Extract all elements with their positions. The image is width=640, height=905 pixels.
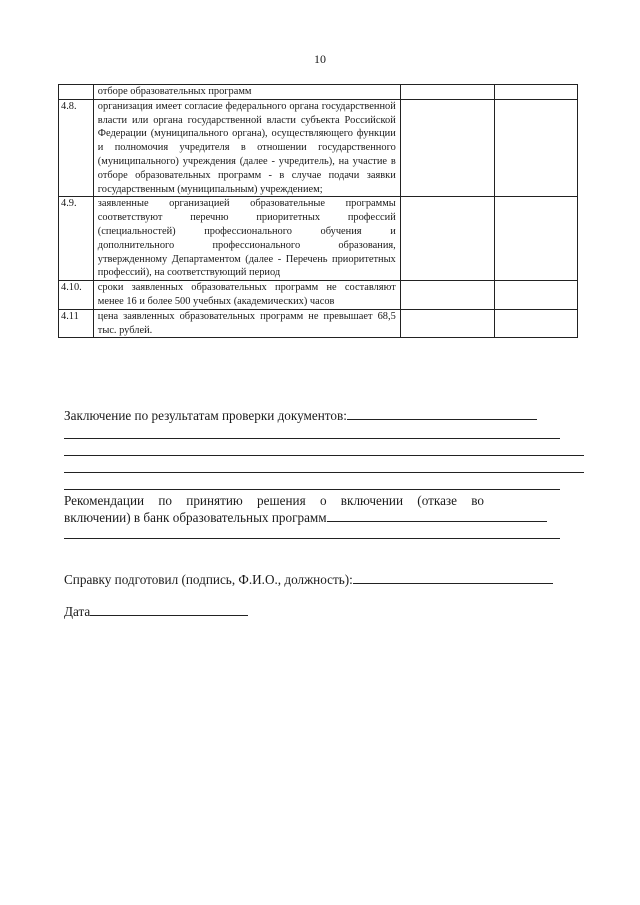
row-text	[93, 309, 400, 338]
date-label: Дата	[64, 604, 91, 619]
blank-line	[64, 538, 560, 539]
note-cell	[494, 197, 577, 281]
page-number: 10	[314, 52, 326, 66]
table-row	[59, 197, 578, 281]
row-text-content: сроки заявленных образовательных программ не составляют менее 16 и более 500 учебных (академических) часов	[97, 282, 396, 307]
row-text: отборе образовательных программ	[93, 85, 400, 100]
row-text	[93, 281, 400, 310]
check-cell	[400, 309, 494, 338]
row-number: 4.11	[59, 309, 94, 338]
row-text-content: заявленные организацией образовательные программы соответствуют перечню приоритетных профессий (специальностей) профессионального обучения и дополнительного профессионального образования, утвержденному Департаментом (далее - Перечень приоритетных профессий), на соответствующий период	[97, 198, 396, 279]
note-cell	[494, 99, 577, 197]
row-text	[93, 197, 400, 281]
criteria-table	[58, 84, 578, 338]
row-text-content: цена заявленных образовательных программ не превышает 68,5 тыс. рублей.	[97, 310, 396, 336]
recommendations-label: включении) в банк образовательных программ	[64, 510, 327, 525]
blank-line	[64, 438, 560, 439]
conclusion-line	[64, 407, 537, 424]
row-number: 4.10.	[59, 281, 94, 310]
conclusion-label: Заключение по результатам проверки документов:	[64, 408, 347, 423]
blank-line	[64, 472, 584, 473]
blank-line	[64, 489, 560, 490]
recommendations-line-2	[64, 509, 547, 526]
conclusion-blank	[347, 407, 537, 420]
row-number: 4.8.	[59, 99, 94, 197]
date-line	[64, 603, 248, 620]
check-cell	[400, 281, 494, 310]
note-cell	[494, 85, 577, 100]
check-cell	[400, 99, 494, 197]
note-cell	[494, 309, 577, 338]
row-number	[59, 85, 94, 100]
table-row	[59, 85, 578, 100]
check-cell	[400, 85, 494, 100]
blank-line	[64, 455, 584, 456]
row-text-content: организация имеет согласие федерального органа государственной власти или органа государственной власти субъекта Российской Федерации (муниципального органа), осуществляющего функции и полномочия учредителя в отношении государственного (муниципального) учреждения (далее - учредитель), на участие в отборе образовательных программ - в случае подачи заявки государственным (муниципальным) учреждением;	[97, 100, 396, 195]
table-row	[59, 281, 578, 310]
prepared-by-label: Справку подготовил (подпись, Ф.И.О., должность):	[64, 572, 353, 587]
prepared-by-line	[64, 571, 553, 588]
check-cell	[400, 197, 494, 281]
recommendations-blank	[327, 509, 547, 522]
row-text	[93, 99, 400, 197]
table-row	[59, 99, 578, 197]
note-cell	[494, 281, 577, 310]
recommendations-line-1: Рекомендации по принятию решения о включении (отказе во	[64, 493, 484, 508]
prepared-by-blank	[353, 571, 553, 584]
row-number: 4.9.	[59, 197, 94, 281]
date-blank	[90, 603, 248, 616]
table-row	[59, 309, 578, 338]
